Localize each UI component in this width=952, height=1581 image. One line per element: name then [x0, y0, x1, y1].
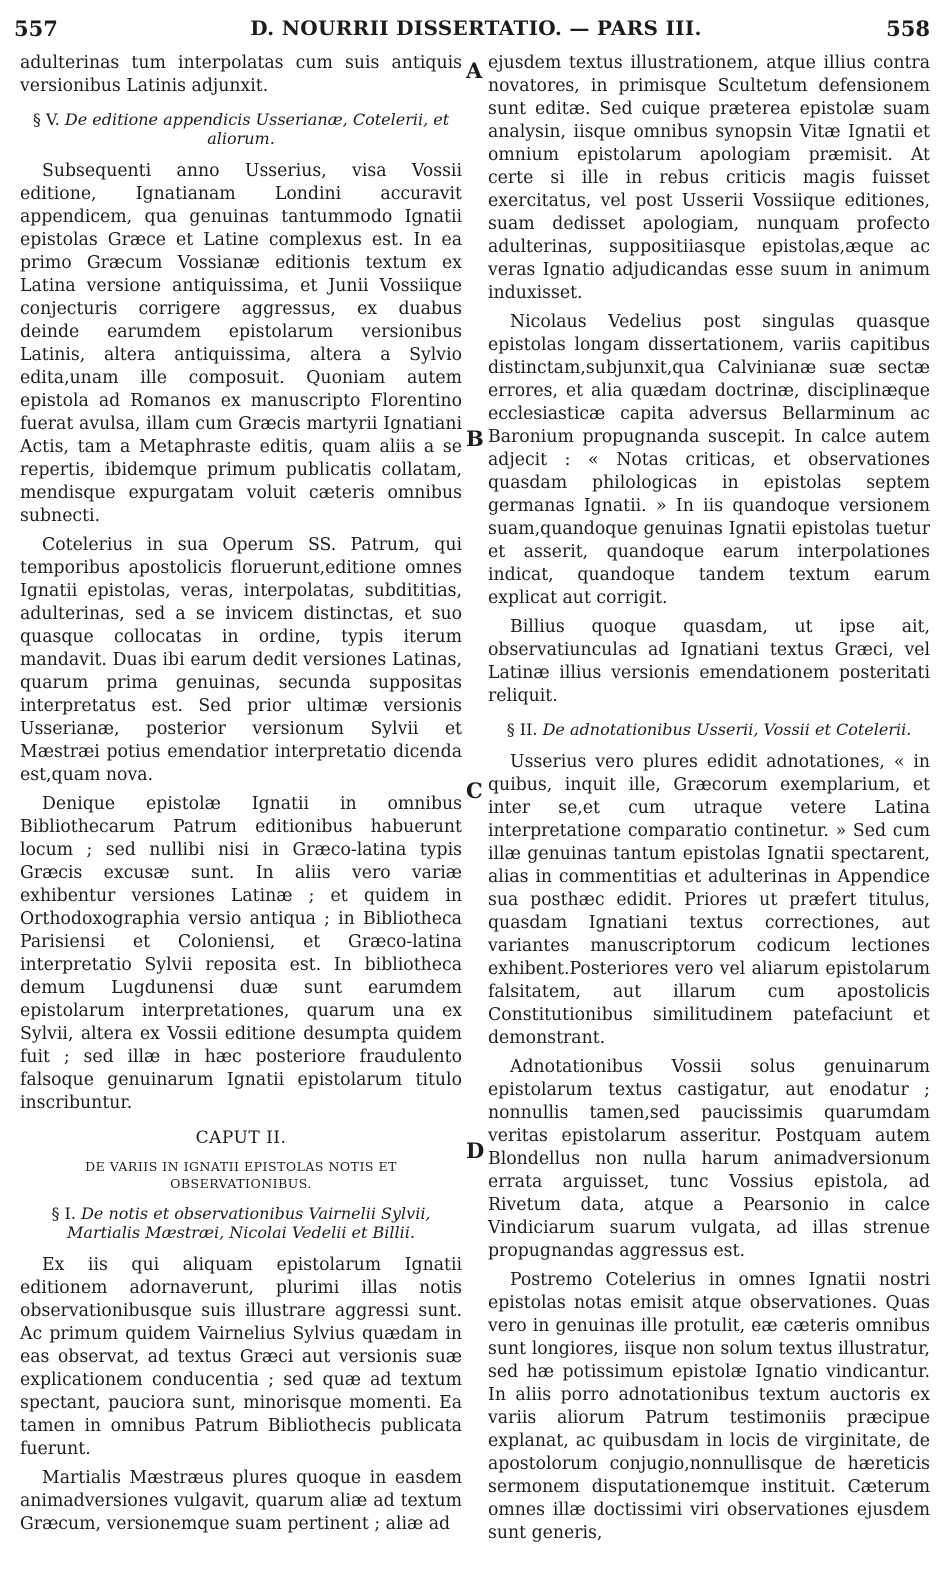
margin-letter-c: C: [466, 778, 483, 803]
page-header: [14, 16, 938, 46]
right-column: [488, 52, 930, 1551]
paragraph-intro: adulterinas tum interpolatas cum suis antiquis versionibus Latinis adjunxit.: [20, 53, 462, 96]
paragraph-ex-iis: Ex iis qui aliquam epistolarum Ignatii editionem adornaverunt, plurimi illas notis observationibusque suis illustrare aggressi sunt. Ac primum quidem Vairnelius Sylvius quædam in eas observat, ad textus Græci aut versionis suæ explicationem conducentia ; sed quæ ad textum spectant, pauciora sunt, minorisque momenti. Ea tamen in omnibus Patrum Bibliothecis publicata fuerunt.: [20, 1255, 462, 1459]
margin-letter-a: A: [466, 58, 483, 83]
section-heading-ii: [488, 720, 930, 739]
paragraph-martialis: Martialis Mæstræus plures quoque in easdem animadversiones vulgavit, quarum aliæ ad textum Græcum, versionemque suam pertinent ; aliæ ad: [20, 1468, 462, 1534]
margin-letter-b: B: [466, 426, 484, 451]
section-title: De notis et observationibus Vairnelii Sylvii, Martialis Mæstræi, Nicolai Vedelii et Billii.: [67, 1204, 431, 1242]
paragraph-usserius: Subsequenti anno Usserius, visa Vossii editione, Ignatianam Londini accuravit appendicem, qua genuinas tantummodo Ignatii epistolas Græce et Latine complexus est. In ea primo Græcum Vossianæ editionis textum ex Latina versione antiquissima, et Junii Vossiique conjecturis corrigere aggressus, ex duabus deinde earumdem epistolarum versionibus Latinis, altera antiquissima, altera a Sylvio edita,unam ille composuit. Quoniam autem epistola ad Romanos ex manuscripto Florentino fuerat avulsa, illam cum Græcis martyrii Ignatiani Actis, tam a Metaphraste editis, quam aliis a se repertis, ibidemque primum publicatis collatam, mendisque expurgatam voluit cæteris omnibus subnecti.: [20, 161, 462, 526]
paragraph-continued: ejusdem textus illustrationem, atque illius contra novatores, in primisque Scultetum defensionem sunt editæ. Sed cuique præterea epistolæ suam analysin, iisque omnibus synopsin Vitæ Ignatii et omnium epistolarum apologiam præmisit. At certe si ille in rebus criticis magis fuisset exercitatus, vel post Usserii Vossiique editiones, suam dedisset apologiam, nunquam profecto adulterinas, suppositiiasque epistolas,æque ac veras Ignatio adjudicandas esse suum in animum induxisset.: [488, 53, 930, 303]
left-column: [20, 52, 462, 1542]
chapter-subtitle: DE VARIIS IN IGNATII EPISTOLAS NOTIS ET OBSERVATIONIBUS.: [85, 1159, 397, 1191]
margin-letter-d: D: [466, 1138, 485, 1163]
chapter-title: CAPUT II.: [195, 1128, 287, 1148]
paragraph-billius: Billius quoque quasdam, ut ipse ait, observatiunculas ad Ignatiani textus Græci, vel Latinæ illius versionis emendationem posteritati reliquit.: [488, 617, 930, 706]
paragraph-postremo: Postremo Cotelerius in omnes Ignatii nostri epistolas notas emisit atque observationes. Quas vero in genuinas ille protulit, eæ cæteris omnibus sunt longiores, iisque non solum textus illustratur, sed hæ potissimum epistolæ Ignatio vindicantur. In aliis porro adnotationibus textum auctoris ex variis aliorum Patrum testimoniis præcipue explanat, ac quibusdam in locis de virginitate, de apostolorum conjugio,nonnullisque de hæreticis sermonem disputationemque instituit. Cæterum omnes illæ doctissimi viri observationes ejusdem sunt generis,: [488, 1270, 930, 1543]
running-title: D. NOURRII DISSERTATIO. — PARS III.: [250, 16, 702, 40]
page-number-right: 558: [886, 16, 930, 41]
section-title: De editione appendicis Usserianæ, Cotelerii, et aliorum.: [64, 110, 450, 148]
section-heading-v: [20, 110, 462, 148]
paragraph-nicolaus: Nicolaus Vedelius post singulas quasque epistolas longam dissertationem, variis capitibus distinctam,subjunxit,qua Calvinianæ suæ sectæ errores, et alia quædam doctrinæ, disciplinæque ecclesiasticæ capita adversus Bellarminum ac Baronium propugnanda suscepit. In calce autem adjecit : « Notas criticas, et observationes quasdam philologicas in epistolas septem germanas Ignatii. » In iis quandoque versionem suam,quandoque genuinas Ignatii epistolas tuetur et asserit, quandoque earum interpolationes indicat, quandoque tandem textum earum explicat aut corrigit.: [488, 312, 930, 608]
section-label: § I.: [51, 1204, 76, 1223]
page-number-left: 557: [14, 16, 58, 41]
paragraph-adnotationibus: Adnotationibus Vossii solus genuinarum epistolarum textus castigatur, aut enodatur ; nonnullis tamen,sed paucissimis quarumdam veritas epistolarum asseritur. Postquam autem Blondellus non nulla harum animadversionum errata arguisset, tunc Vossius epistola, ad Rivetum data, atque a Pearsonio in calce Vindiciarum suarum vulgata, ad illas strenue propugnandas aggressus est.: [488, 1057, 930, 1261]
section-label: § V.: [32, 110, 60, 129]
section-heading-i: [20, 1204, 462, 1242]
section-label: § II.: [506, 720, 538, 739]
section-title: De adnotationibus Usserii, Vossii et Cotelerii.: [542, 720, 912, 739]
paragraph-cotelerius: Cotelerius in sua Operum SS. Patrum, qui temporibus apostolicis floruerunt,editione omnes Ignatii epistolas, veras, interpolatas, subdititias, adulterinas, sed a se invicem distinctas, et suo quasque collocatas in ordine, typis iterum mandavit. Duas ibi earum dedit versiones Latinas, quarum prima genuinas, secunda suppositas interpretatus est. Sed prior ultimæ versionis Usserianæ, posterior versionum Sylvii et Mæstræi potius emendatior interpretatio dicenda est,quam nova.: [20, 535, 462, 785]
paragraph-denique: Denique epistolæ Ignatii in omnibus Bibliothecarum Patrum editionibus habuerunt locum ; sed nullibi nisi in Græco-latina typis Græcis excusæ sunt. In aliis vero variæ exhibentur versiones Latinæ ; et quidem in Orthodoxographia versio antiqua ; in Bibliotheca Parisiensi et Coloniensi, et Græco-latina interpretatio Sylvii reposita est. In bibliotheca demum Lugdunensi duæ sunt earumdem epistolarum interpretationes, quarum una ex Sylvii, altera ex Vossii editione desumpta quidem fuit ; sed illæ in hæc posteriore fraudulento falsoque genuinarum Ignatii epistolarum titulo inscribuntur.: [20, 794, 462, 1113]
paragraph-usserius-adnotationes: Usserius vero plures edidit adnotationes, « in quibus, inquit ille, Græcorum exemplarium, et inter se,et cum utraque vetere Latina interpretatione comparatio continetur. » Sed cum illæ genuinas tantum epistolas Ignatii spectarent, alias in commentitias et adulterinas in Appendice sua posthæc edidit. Priores ut præfert titulus, quasdam Ignatiani textus correctiones, aut variantes manuscriptorum codicum lectiones exhibent.Posteriores vero vel aliarum epistolarum falsitatem, aut illarum cum apostolicis Constitutionibus similitudinem patefaciunt et demonstrant.: [488, 752, 930, 1048]
